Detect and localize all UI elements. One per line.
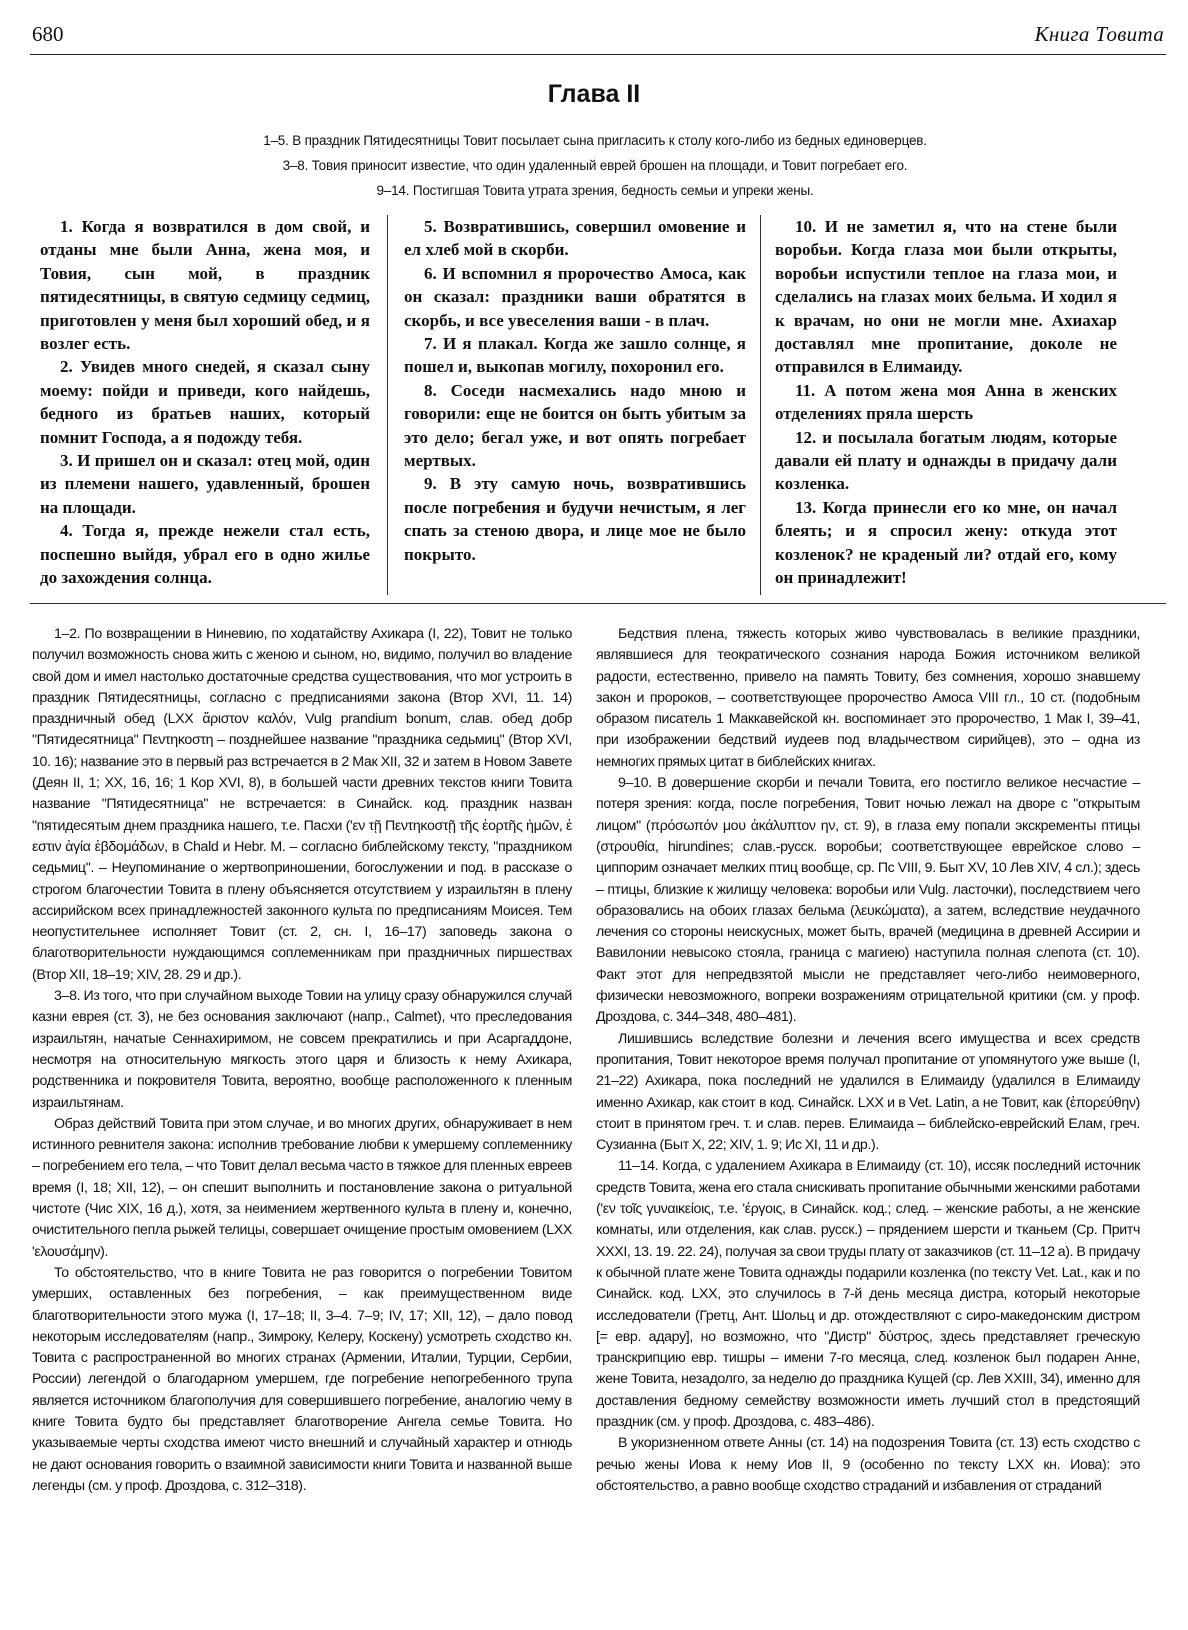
verse: 3. И пришел он и сказал: отец мой, один из племени нашего, удавленный, брошен на площади. bbox=[40, 451, 370, 517]
verse-column-3 bbox=[775, 215, 1117, 590]
commentary-paragraph: Лишившись вследствие болезни и лечения всего имущества и всех средств пропитания, Товит некоторое время получал пропитание от упомянутого уже выше (I, 21–22) Ахикара, пока последний не удалился в Елимаиду (удалился в Елимаиду именно Ахикар, как стоит в код. Синайск. LXX и в Vet. Latin, а не Товит, как (ἐπορεύθην) стоит в принятом греч. т. и слав. перев. Елимаида – библейско-еврейский Елам, греч. Сузианна (Быт X, 22; XIV, 1. 9; Ис XI, 11 и др.). bbox=[596, 1030, 1140, 1154]
summary-line: 9–14. Постигшая Товита утрата зрения, бедность семьи и упреки жены. bbox=[376, 183, 814, 198]
commentary-paragraph: 3–8. Из того, что при случайном выходе Товии на улицу сразу обнаружился случай казни еврея (ст. 3), не без основания заключают (напр., Calmet), что преследования израильтян, начатые Сеннахиримом, не совсем прекратились и при Асаргаддоне, несмотря на относительную мягкость этого царя и близость к нему Ахикара, родственника и покровителя Товита, вероятно, вообще расположенного к пленным израильтянам. bbox=[32, 988, 572, 1111]
commentary-paragraph: 1–2. По возвращении в Ниневию, по ходатайству Ахикара (I, 22), Товит не только получил возможность снова жить с женою и сыном, но, видимо, получил во владение свой дом и имел настолько достаточные средства существования, что мог устроить в праздник Пятидесятницы, согласно с предписаниями закона (Втор XVI, 11. 14) праздничный обед (LXX ἄριστον καλόν, Vulg prandium bonum, слав. обед добр "Пятидесятница" Πεντηκοστη – позднейшее название "праздника седьмиц" (Втор XVI, 10. 16); название это в первый раз встречается в 2 Мак XII, 32 и затем в Новом Завете (Деян II, 1; XX, 16, 16; 1 Кор XVI, 8), в большей части древних текстов книги Товита название "Пятидесятница" не встречается: в Синайск. код. праздник назван "пятидесятым днем праздника нашего, т.е. Пасхи ('εν τῇ Πεντηκοστῇ τῆς ἑορτῆς ἡμῶν, ἑ εστιν ἁγία ἑβδομάδων, в Chald и Hebr. M. – согласно библейскому тексту, "праздником седьмиц". – Неупоминание о жертвоприношении, богослужении и под. в рассказе о строгом благочестии Товита в плену объясняется отсутствием у израильтян в плену ассирийском всех принадлежностей законного культа по предписаниям Моисея. Тем неопустительнее исполняет Товит (ст. 2, сн. I, 16–17) заповедь закона о благотворительности нуждающимся соплеменникам при праздничных пиршествах (Втор XII, 18–19; XIV, 28. 29 и др.). bbox=[32, 626, 572, 983]
summary-line: 3–8. Товия приносит известие, что один удаленный еврей брошен на площади, и Товит погребает его. bbox=[282, 158, 908, 173]
verse: 1. Когда я возвратился в дом свой, и отданы мне были Анна, жена моя, и Товия, сын мой, в праздник пятидесятницы, в святую седмицу седмиц, приготовлен у меня был хороший обед, и я возлег есть. bbox=[40, 217, 370, 354]
verse: 6. И вспомнил я пророчество Амоса, как он сказал: праздники ваши обратятся в скорбь, и все увеселения ваши - в плач. bbox=[404, 263, 746, 330]
verse: 12. и посылала богатым людям, которые давали ей плату и однажды в придачу дали козленка. bbox=[775, 427, 1117, 494]
commentary-paragraph: 11–14. Когда, с удалением Ахикара в Елимаиду (ст. 10), иссяк последний источник средств Товита, жена его стала снискивать пропитание обычными женскими работами ('εν τοῖς γυναικείοις, т.е. 'έργοις, в Синайск. код.; след. – женские работы, а не женские комнаты, или отделения, как слав. русск.) – прядением шерсти и тканьем (Ср. Притч XXXI, 13. 19. 22. 24), получая за свои труды плату от заказчиков (ст. 11–12 а). В придачу к обычной плате жене Товита однажды подарили козленка (по тексту Vet. Lat., как и по Синайск. код. LXX, это случилось в 7-й день месяца дистра, который некоторые исследователи (Гретц, Ант. Шольц и др. отождествляют с сиро-македонским дистром [= евр. адару], но возможно, что "Дистр" δύστρος, здесь представляет греческую транскрипцию евр. тишры – имени 7-го месяца, след. козленок был подарен Анне, жене Товита, незадолго, за неделю до праздника Кущей (ср. Лев XXIII, 34), именно для доставления бедному семейству возможности иметь лучший стол в предстоящий праздник (см. у проф. Дроздова, с. 483–486). bbox=[596, 1158, 1140, 1430]
commentary-paragraph: В укоризненном ответе Анны (ст. 14) на подозрения Товита (ст. 13) есть сходство с речью жены Иова к нему Иов II, 9 (особенно по тексту LXX кн. Иова): это обстоятельство, а равно вообще сходство страданий и избавления от страданий bbox=[596, 1435, 1140, 1494]
section-rule bbox=[30, 603, 1166, 604]
verse: 13. Когда принесли его ко мне, он начал блеять; и я спросил жену: откуда этот козленок? не краденый ли? отдай его, кому он принадлежит! bbox=[775, 497, 1117, 588]
chapter-summary bbox=[60, 128, 1130, 203]
column-divider bbox=[387, 215, 388, 595]
column-divider bbox=[760, 215, 761, 595]
verse: 8. Соседи насмехались надо мною и говорили: еще не боится он быть убитым за это дело; бегал уже, и вот опять погребает мертвых. bbox=[404, 380, 746, 471]
commentary-paragraph: 9–10. В довершение скорби и печали Товита, его постигло великое несчастие – потеря зрения: когда, после погребения, Товит ночью лежал на дворе с "открытым лицом" (πρόσωπόν μου ἀκάλυπτον ην, ст. 9), в глаза ему попали экскременты птицы (στρουθία, hirundines; слав.-русск. воробьи; соответствующее еврейское слово – циппорим означает мелких птиц вообще, ср. Пс VIII, 9. Быт XV, 10 Лев XIV, 4 сл.); здесь – птицы, близкие к жилищу человека: воробьи или Vulg. ласточки), последствием чего образовались на обоих глазах бельма (λευκώματα), а затем, вследствие неудачного лечения со стороны неискусных, может быть, врачей (медицина в древней Ассирии и Вавилонии невысоко стояла, граница с магиею) наступила полная слепота (ст. 10). Факт этот для непредвзятой мысли не представляет чего-либо неимоверного, физически невозможного, вопреки возражениям отрицательной критики (см. у проф. Дроздова, с. 344–348, 480–481). bbox=[596, 775, 1140, 1026]
verse: 4. Тогда я, прежде нежели стал есть, поспешно выйдя, убрал его в одно жилье до захождения солнца. bbox=[40, 521, 370, 588]
verse: 11. А потом жена моя Анна в женских отделениях пряла шерсть bbox=[775, 380, 1117, 424]
commentary-paragraph: Образ действий Товита при этом случае, и во многих других, обнаруживает в нем истинного ревнителя закона: исполнив требование любви к умершему соплеменнику – погребением его тела, – что Товит делал весьма часто в тяжкое для пленных евреев время (I, 18; XII, 12), – он спешит выполнить и постановление закона о ритуальной чистоте (Чис XIX, 16 д.), хотя, за неимением жертвенного культа в плену и, конечно, очистительного пепла рыжей телицы, совершает очищение простым омовением (LXX 'ελουσάμην). bbox=[32, 1115, 572, 1260]
verse: 5. Возвратившись, совершил омовение и ел хлеб мой в скорби. bbox=[404, 217, 746, 260]
verse: 2. Увидев много снедей, я сказал сыну моему: пойди и приведи, кого найдешь, бедного из братьев наших, который помнит Господа, а я подожду тебя. bbox=[40, 357, 370, 447]
verse: 10. И не заметил я, что на стене были воробьи. Когда глаза мои были открыты, воробьи испустили теплое на глаза мои, и сделались на глазах моих бельма. И ходил я к врачам, но они не могли мне. Ахиахар доставлял мне пропитание, доколе не отправился в Елимаиду. bbox=[775, 217, 1117, 377]
chapter-title: Глава II bbox=[547, 80, 641, 108]
commentary-column-right bbox=[596, 624, 1140, 1497]
running-title: Книга Товита bbox=[1034, 22, 1164, 46]
page-number: 680 bbox=[32, 22, 64, 46]
verse: 7. И я плакал. Когда же зашло солнце, я пошел и, выкопав могилу, похоронил его. bbox=[404, 334, 746, 377]
commentary-paragraph: Бедствия плена, тяжесть которых живо чувствовалась в великие праздники, являвшиеся для теократического сознания народа Божия источником великой радости, естественно, привело на память Товиту, без сомнения, хорошо знавшему закон и пророков, – соответствующее пророчество Амоса VIII гл., 10 ст. (подобным образом писатель 1 Маккавейской кн. воспоминает это пророчество, 1 Мак I, 39–41, при изображении бедствий иудеев под владычеством сирийцев), это – одна из немногих прямых цитат в библейских книгах. bbox=[596, 626, 1140, 770]
verse-column-1 bbox=[40, 215, 370, 590]
commentary-column-left bbox=[32, 624, 572, 1497]
commentary-paragraph: То обстоятельство, что в книге Товита не раз говорится о погребении Товитом умерших, оставленных без погребения, – как преимущественном виде благотворительности этого мужа (I, 17–18; II, 3–4. 7–9; IV, 17; XII, 12), – дало повод некоторым исследователям (напр., Зимроку, Келеру, Коскену) усмотреть сходство кн. Товита с распространенной во многих странах (Армении, Италии, Турции, Сербии, России) легендой о благодарном умершем, где погребение непогребенного трупа является источником благополучия для совершившего погребение, аналогию чему в книге Товита будто бы представляет благотворение Ангела семье Товита. Но указываемые черты сходства имеют чисто внешний и случайный характер и отнюдь не дают основания говорить о взаимной зависимости книги Товита и названной выше легенды (см. у проф. Дроздова, с. 312–318). bbox=[32, 1264, 572, 1494]
verse: 9. В эту самую ночь, возвратившись после погребения и будучи нечистым, я лег спать за стеною двора, и лице мое не было покрыто. bbox=[404, 474, 746, 564]
summary-line: 1–5. В праздник Пятидесятницы Товит посылает сына пригласить к столу кого-либо из бедных единоверцев. bbox=[263, 133, 927, 148]
verse-columns bbox=[40, 215, 1170, 605]
running-header bbox=[30, 20, 1166, 55]
verse-column-2 bbox=[404, 215, 746, 566]
